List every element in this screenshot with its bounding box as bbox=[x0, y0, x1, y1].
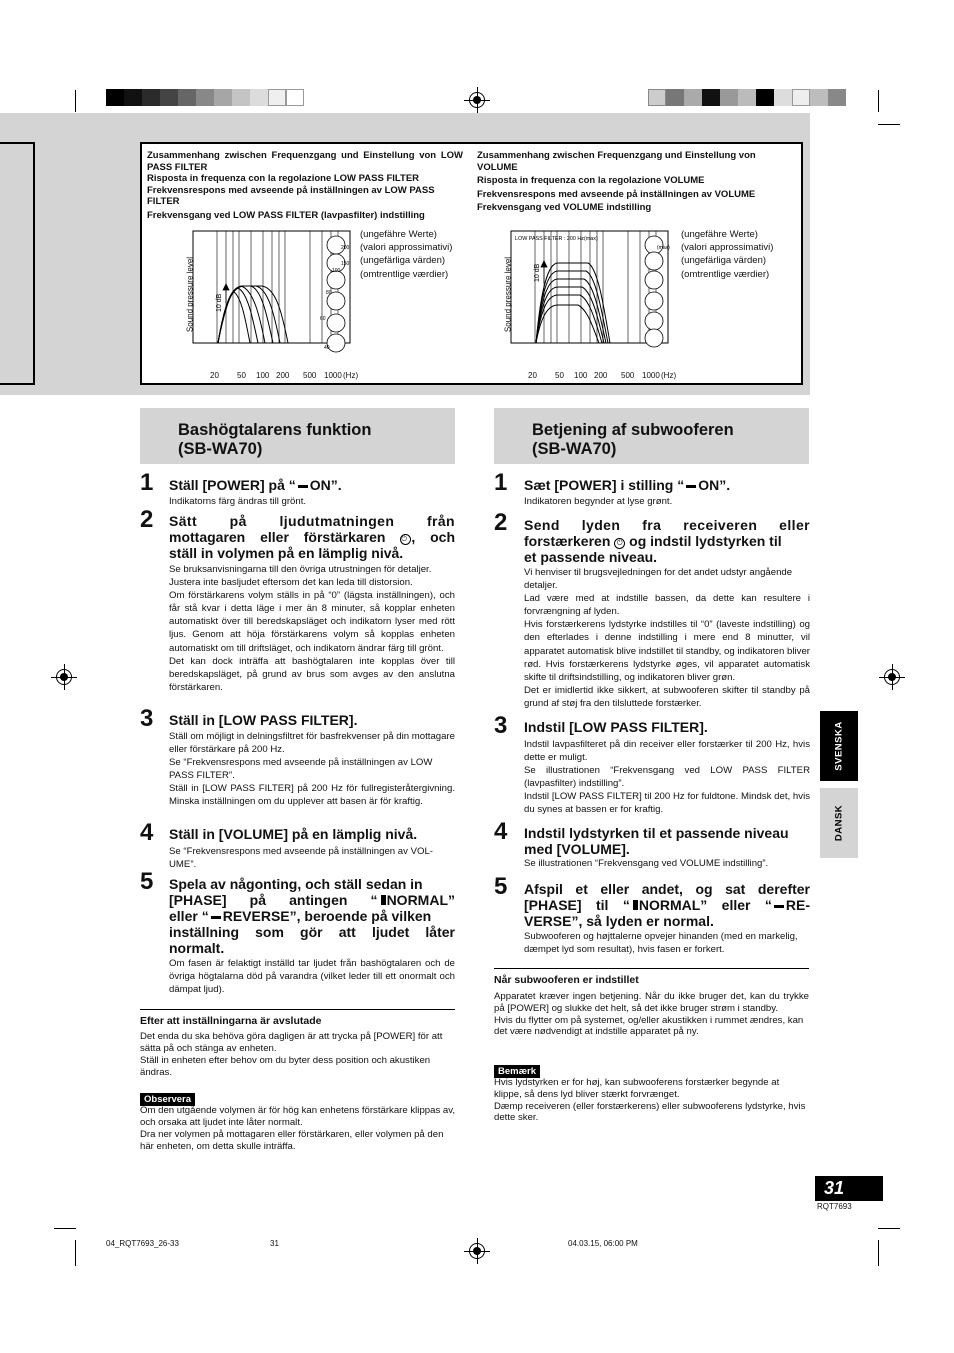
registration-mark bbox=[56, 669, 72, 685]
knob-label: 200 bbox=[341, 245, 350, 251]
lpf-chart-notes bbox=[360, 228, 452, 281]
crop-mark bbox=[878, 1240, 879, 1266]
language-tab-da bbox=[820, 788, 858, 858]
note-line: (omtrentlige værdier) bbox=[681, 268, 770, 280]
step-number: 1 bbox=[140, 469, 154, 496]
note-line: (ungefähre Werte) bbox=[681, 229, 758, 240]
x-axis-ticks bbox=[178, 371, 368, 383]
step-title bbox=[169, 477, 459, 493]
chart-title-da: Frekvensgang ved LOW PASS FILTER (lavpasfilter) indstilling bbox=[147, 209, 425, 221]
x-axis-ticks bbox=[496, 371, 686, 383]
step-title-line bbox=[169, 908, 455, 924]
crop-mark bbox=[878, 90, 879, 112]
section-subtitle: (SB-WA70) bbox=[178, 440, 263, 458]
crop-mark bbox=[878, 1228, 900, 1229]
tick-label: 1000 bbox=[642, 371, 660, 380]
lpf-chart-titles bbox=[147, 150, 463, 222]
footer-file: 04_RQT7693_26-33 bbox=[106, 1239, 179, 1248]
page-number-box bbox=[815, 1176, 883, 1201]
divider bbox=[494, 968, 809, 969]
step-title-line: Send lyden fra receiveren eller bbox=[524, 517, 810, 533]
step-title-part: mottagaren eller förstärkaren bbox=[169, 529, 386, 545]
body-line: Ställ in [LOW PASS FILTER] på 200 Hz för fullregisteråtergivning. Minska inställningen om du upplever att basen är för kraftig. bbox=[169, 783, 455, 808]
note-line: (omtrentlige værdier) bbox=[360, 268, 449, 280]
step-number: 5 bbox=[494, 873, 508, 900]
section-title: Bashögtalarens funktion bbox=[178, 421, 372, 439]
step-title-line: ställ in volymen på en lämplig nivå. bbox=[169, 545, 404, 561]
body-line: Det enda du ska behöva göra dagligen är att trycka på [POWER] för att sätta på och stänga av enheten. bbox=[140, 1031, 443, 1054]
step-number: 4 bbox=[494, 818, 508, 845]
side-frame bbox=[0, 142, 35, 385]
switch-icon bbox=[686, 485, 696, 488]
note-tag: Bemærk bbox=[494, 1065, 540, 1078]
knob-label: 100 bbox=[332, 268, 341, 274]
step-title bbox=[524, 517, 810, 565]
chart-title-de: Zusammenhang zwischen Frequenzgang und Einstellung von VOLUME bbox=[477, 150, 756, 173]
section-header-sv bbox=[140, 408, 455, 464]
db-label: 10 dB bbox=[216, 293, 223, 312]
step-title: Ställ in [LOW PASS FILTER]. bbox=[169, 712, 358, 728]
switch-icon bbox=[211, 916, 221, 919]
step-body bbox=[169, 957, 455, 996]
tick-label: 1000 bbox=[324, 371, 342, 380]
step-title-part: Ställ [POWER] på “ bbox=[169, 477, 296, 493]
step-title-part: ON”. bbox=[309, 477, 342, 493]
subsection-title: Når subwooferen er indstillet bbox=[494, 974, 639, 986]
step-title-part: forstærkeren bbox=[524, 533, 611, 549]
y-axis-label: Sound pressure level bbox=[185, 256, 195, 333]
switch-icon bbox=[381, 895, 386, 905]
registration-mark bbox=[469, 1243, 485, 1259]
note-body bbox=[140, 1105, 455, 1153]
registration-mark bbox=[469, 92, 485, 108]
volume-response-chart bbox=[496, 228, 676, 384]
footer-page: 31 bbox=[270, 1239, 279, 1248]
step-title bbox=[169, 513, 455, 561]
power-icon: ⏻ bbox=[400, 534, 411, 545]
doc-code: RQT7693 bbox=[817, 1202, 852, 1211]
body-line: Se bruksanvisningarna till den övriga utrustningen för detaljer. bbox=[169, 564, 432, 575]
body-line: Hvis lydstyrken er for høj, kan subwooferens forstærker begynde at klippe, så dens lyd bliver stærkt forvrænget. bbox=[494, 1077, 780, 1100]
step-title-line: VERSE”, så lyden er normal. bbox=[524, 913, 714, 929]
step-title-part: REVERSE”, beroende på vilken bbox=[222, 908, 432, 924]
step-number: 3 bbox=[494, 712, 508, 739]
step-number: 1 bbox=[494, 469, 508, 496]
step-title-line: Spela av någonting, och ställ sedan in bbox=[169, 876, 423, 892]
step-title-line: Indstil lydstyrken til et passende niveau bbox=[524, 825, 789, 841]
step-title-line: normalt. bbox=[169, 940, 225, 956]
chart-title-it: Risposta in frequenza con la regolazione VOLUME bbox=[477, 175, 705, 187]
inner-label: LOW PASS FILTER : 200 Hz(max) bbox=[515, 236, 598, 242]
tick-label: 500 bbox=[621, 371, 635, 380]
body-line: Det er imidlertid ikke sikkert, at subwooferen skifter til standby på grund af støj fra den tilsluttede forstærker. bbox=[524, 684, 810, 709]
step-title-line: Sätt på ljudutmatningen från bbox=[169, 513, 455, 529]
registration-mark bbox=[884, 669, 900, 685]
volume-chart-titles bbox=[477, 150, 793, 214]
step-body bbox=[169, 730, 455, 809]
chart-title-de: Zusammenhang zwischen Frequenzgang und Einstellung von LOW PASS FILTER bbox=[147, 150, 463, 173]
db-label: 10 dB bbox=[534, 263, 541, 282]
step-title: Indstil [LOW PASS FILTER]. bbox=[524, 719, 708, 735]
step-number: 2 bbox=[494, 509, 508, 536]
body-line: Indikatorns färg ändras till grönt. bbox=[169, 496, 307, 507]
step-title-line: et passende niveau. bbox=[524, 549, 658, 565]
step-title-line bbox=[524, 533, 810, 549]
crop-mark bbox=[54, 1228, 76, 1229]
step-body bbox=[169, 495, 455, 508]
body-line: Lad være med at indstille bassen, da dette kan resultere i forvrængning af lyden. bbox=[524, 593, 810, 618]
step-title-part: RE- bbox=[785, 897, 811, 913]
step-title-part: eller “ bbox=[169, 908, 209, 924]
lpf-response-chart bbox=[178, 228, 358, 384]
section-subtitle: (SB-WA70) bbox=[532, 440, 617, 458]
body-line: Subwooferen og højttalerne opvejer hinanden (med en markelig, dæmpet lyd som resultat), hvis fasen er forkert. bbox=[524, 931, 798, 956]
body-line: Se “Frekvensrespons med avseende på inställningen av VOL-UME”. bbox=[169, 846, 433, 871]
tick-label: 50 bbox=[237, 371, 246, 380]
step-title-line: Afspil et eller andet, og sat derefter bbox=[524, 881, 810, 897]
step-number: 4 bbox=[140, 819, 154, 846]
step-title-part: [PHASE] på antingen “ bbox=[169, 892, 378, 908]
body-line: Se “Frekvensrespons med avseende på inställningen av LOW PASS FILTER”. bbox=[169, 757, 433, 782]
step-title-line bbox=[169, 892, 455, 908]
body-line: Om förstärkarens volym ställs in på “0” (lägsta inställningen), och får stå kvar i detta läge i mer än 8 minuter, så kopplar enheten automatiskt över till beredskapsläget och indikatorn lyser med rött ljus. Genom att höja förstärkarens volym så kopplas enheten automatiskt om till driftsläget, och indikatorn ändrar färg till grönt. bbox=[169, 590, 455, 654]
step-title bbox=[524, 825, 814, 857]
note-line: (ungefähre Werte) bbox=[360, 229, 437, 240]
volume-chart-notes bbox=[681, 228, 773, 281]
step-title-line: inställning som gör att ljudet låter bbox=[169, 924, 455, 940]
body-line: Se illustrationen “Frekvensgang ved VOLUME indstilling”. bbox=[524, 858, 769, 869]
step-title bbox=[169, 876, 455, 956]
crop-mark bbox=[878, 124, 900, 125]
body-line: Om fasen är felaktigt inställd tar ljudet från bashögtalaren och de övriga högtalarna död på varandra (vilket leder till ett onormalt och dämpat ljud). bbox=[169, 958, 455, 996]
note-line: (ungefärliga värden) bbox=[360, 255, 446, 267]
step-title bbox=[524, 881, 810, 929]
body-line: Indstil [LOW PASS FILTER] til 200 Hz for fuldtone. Mindsk det, hvis du synes at bassen er for kraftig. bbox=[524, 791, 810, 816]
language-tab-sv bbox=[820, 711, 858, 781]
tick-label: 200 bbox=[276, 371, 290, 380]
step-title-part: ON”. bbox=[698, 477, 731, 493]
step-title bbox=[524, 477, 810, 493]
body-line: Apparatet kræver ingen betjening. Når du ikke bruger det, kan du trykke på [POWER] og slukke det helt, så det ikke bruger strøm i standby. bbox=[494, 991, 809, 1014]
step-title-line: med [VOLUME]. bbox=[524, 841, 630, 857]
note-line: (valori approssimativi) bbox=[681, 242, 774, 254]
y-axis-label: Sound pressure level bbox=[503, 256, 513, 333]
step-body bbox=[524, 738, 810, 817]
divider bbox=[140, 1009, 455, 1010]
chart-title-it: Risposta in frequenza con la regolazione LOW PASS FILTER bbox=[147, 173, 420, 185]
switch-icon bbox=[633, 900, 638, 910]
footer-date: 04.03.15, 06:00 PM bbox=[568, 1239, 638, 1248]
step-number: 2 bbox=[140, 506, 154, 533]
body-line: Hvis forstærkerens lydstyrke indstilles til “0” (laveste indstilling) og den efterlades i denne indstilling i mere end 8 minutter, vil apparatet automatisk blive indstillet til standby, og indikatoren bliver rød. Hvis forstærkerens lydstyrke øges, vil apparatet automatisk skifte til driftsindstilling, og indikatoren bliver grøn. bbox=[524, 619, 810, 683]
tick-label: (Hz) bbox=[343, 371, 359, 380]
tick-label: 100 bbox=[574, 371, 588, 380]
tick-label: 500 bbox=[303, 371, 317, 380]
tick-label: 50 bbox=[555, 371, 564, 380]
note-line: (ungefärliga värden) bbox=[681, 255, 767, 267]
step-title-part: , och bbox=[411, 529, 456, 545]
step-title: Ställ in [VOLUME] på en lämplig nivå. bbox=[169, 826, 418, 842]
step-title-part: Sæt [POWER] i stilling “ bbox=[524, 477, 685, 493]
step-title-line bbox=[524, 897, 810, 913]
body-line: Justera inte basljudet eftersom det kan leda till distorsion. bbox=[169, 577, 413, 589]
body-line: Ställ in enheten efter behov om du byter dess position och akustiken ändras. bbox=[140, 1055, 431, 1078]
tick-label: 200 bbox=[594, 371, 608, 380]
step-title-part: [PHASE] til “ bbox=[524, 897, 630, 913]
knob-label: 60 bbox=[320, 316, 326, 322]
body-line: Hvis du flytter om på systemet, og/eller akustikken i rummet ændres, kan det være nødvendigt at indstille apparatet på ny. bbox=[494, 1014, 804, 1038]
step-body bbox=[524, 495, 810, 508]
body-line: Dæmp receiveren (eller forstærkerens) eller subwooferens lydstyrke, hvis dette sker. bbox=[494, 1100, 806, 1124]
crop-mark bbox=[75, 1240, 76, 1266]
knob-label: 80 bbox=[326, 290, 332, 296]
knob-label: 150 bbox=[341, 261, 350, 267]
note-body bbox=[494, 1077, 809, 1124]
body-line: Se illustrationen “Frekvensgang ved LOW PASS FILTER (lavpasfilter) indstilling”. bbox=[524, 765, 810, 790]
subsection-body bbox=[494, 991, 809, 1038]
step-body bbox=[524, 930, 810, 956]
tick-label: 100 bbox=[256, 371, 270, 380]
step-body bbox=[524, 857, 810, 870]
page-number: 31 bbox=[824, 1178, 845, 1198]
chart-title-da: Frekvensgang ved VOLUME indstilling bbox=[477, 202, 652, 214]
chart-title-sv: Frekvensrespons med avseende på inställningen av VOLUME bbox=[477, 188, 756, 200]
body-line: Vi henviser til brugsvejledningen for det andet udstyr angående detaljer. bbox=[524, 567, 793, 592]
body-line: Om den utgående volymen är för hög kan enhetens förstärkare klippas av, och orsaka att ljudet inte låter normalt. bbox=[140, 1105, 455, 1128]
chart-title-sv: Frekvensrespons med avseende på inställningen av LOW PASS FILTER bbox=[147, 184, 435, 208]
tab-label: SVENSKA bbox=[833, 721, 845, 771]
step-title-part: NORMAL” bbox=[386, 892, 455, 908]
knob-label: (max) bbox=[657, 245, 670, 251]
step-title-part: og indstil lydstyrken til bbox=[629, 533, 782, 549]
note-line: (valori approssimativi) bbox=[360, 242, 453, 254]
tick-label: 20 bbox=[210, 371, 219, 380]
step-body bbox=[524, 566, 810, 710]
step-body bbox=[169, 563, 455, 694]
switch-icon bbox=[774, 905, 784, 908]
subsection-title: Efter att inställningarna är avslutade bbox=[140, 1015, 322, 1027]
step-number: 3 bbox=[140, 705, 154, 732]
section-header-da bbox=[494, 408, 809, 464]
tab-label: DANSK bbox=[833, 804, 845, 842]
body-line: Indstil lavpasfilteret på din receiver eller forstærker til 200 Hz, hvis dette er muligt. bbox=[524, 739, 810, 764]
power-icon: ⏻ bbox=[614, 538, 625, 549]
switch-icon bbox=[298, 485, 308, 488]
note-tag: Observera bbox=[140, 1093, 195, 1106]
step-title-part: NORMAL” eller “ bbox=[638, 897, 772, 913]
tick-label: (Hz) bbox=[661, 371, 677, 380]
body-line: Dra ner volymen på mottagaren eller förstärkaren, eller volymen på den här enheten, om detta skulle inträffa. bbox=[140, 1129, 444, 1152]
step-number: 5 bbox=[140, 868, 154, 895]
body-line: Ställ om möjligt in delningsfiltret för basfrekvenser på din mottagare eller förstärkare på 200 Hz. bbox=[169, 731, 455, 756]
step-body bbox=[169, 845, 455, 871]
section-title: Betjening af subwooferen bbox=[532, 421, 734, 439]
step-title-line bbox=[169, 529, 455, 545]
tick-label: 20 bbox=[528, 371, 537, 380]
body-line: Det kan dock inträffa att bashögtalaren inte kopplas över till beredskapsläget, på grund av brus som avges av den anslutna förstärkaren. bbox=[169, 655, 455, 693]
body-line: Indikatoren begynder at lyse grønt. bbox=[524, 496, 673, 507]
crop-mark bbox=[75, 90, 76, 112]
knob-label: 40 bbox=[324, 345, 330, 351]
subsection-body bbox=[140, 1031, 455, 1079]
